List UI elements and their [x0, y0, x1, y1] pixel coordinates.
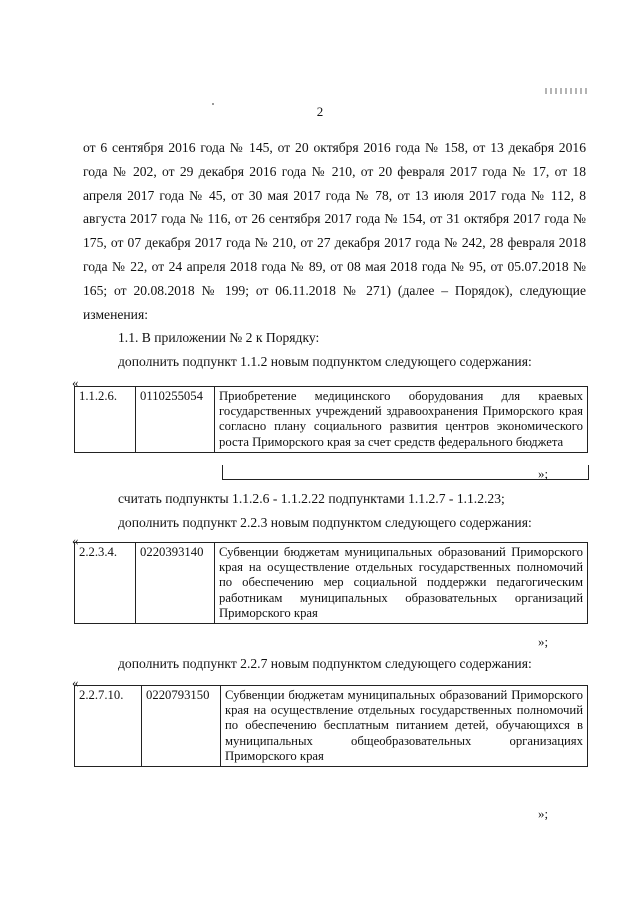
budget-code: 0110255054	[136, 387, 215, 453]
page-number: 2	[316, 104, 324, 119]
amendment-table	[74, 685, 588, 767]
amendment-instruction: дополнить подпункт 2.2.7 новым подпунктом следующего содержания:	[118, 656, 532, 671]
table-row	[75, 686, 588, 767]
renumber-note: считать подпункты 1.1.2.6 - 1.1.2.22 подпунктами 1.1.2.7 - 1.1.2.23;	[118, 491, 505, 506]
subitem-code: 1.1.2.6.	[75, 387, 136, 453]
open-quote: «	[72, 675, 79, 690]
amendment-table	[74, 542, 588, 624]
amendment-instruction: дополнить подпункт 2.2.3 новым подпунктом следующего содержания:	[118, 515, 532, 530]
subitem-description: Приобретение медицинского оборудования для краевых государственных учреждений здравоохранения Приморского края согласно плану социального развития центров экономического роста Приморского края за счет средств федерального бюджета	[215, 387, 588, 453]
close-quote: »;	[538, 634, 549, 649]
close-quote: »;	[538, 466, 549, 481]
subitem-code: 2.2.3.4.	[75, 543, 136, 624]
subitem-description: Субвенции бюджетам муниципальных образований Приморского края на осуществление отдельных государственных полномочий по обеспечению бесплатным питанием детей, обучающихся в муниципальных общеобразовательных организациях Приморского края	[221, 686, 588, 767]
subitem-description: Субвенции бюджетам муниципальных образований Приморского края на осуществление отдельных государственных полномочий по обеспечению мер социальной поддержки педагогическим работникам муниципальных образовательных организаций Приморского края	[215, 543, 588, 624]
amendment-history-paragraph: от 6 сентября 2016 года № 145, от 20 октября 2016 года № 158, от 13 декабря 2016 года № 202, от 29 декабря 2016 года № 210, от 20 февраля 2017 года № 17, от 18 апреля 2017 года № 45, от 30 мая 2017 года № 78, от 13 июля 2017 года № 112, 8 августа 2017 года № 116, от 26 сентября 2017 года № 154, от 31 октября 2017 года № 175, от 07 декабря 2017 года № 210, от 27 декабря 2017 года № 242, 28 февраля 2018 года № 22, от 24 апреля 2018 года № 89, от 08 мая 2018 года № 95, от 05.07.2018 № 165; от 20.08.2018 № 199; от 06.11.2018 № 271) (далее – Порядок), следующие изменения:	[83, 140, 586, 322]
subitem-code: 2.2.7.10.	[75, 686, 142, 767]
budget-code: 0220393140	[136, 543, 215, 624]
table-row	[75, 543, 588, 624]
table-row-tail	[222, 465, 589, 480]
amendment-table	[74, 386, 588, 453]
budget-code: 0220793150	[142, 686, 221, 767]
scan-artifact	[545, 88, 587, 94]
open-quote: «	[72, 375, 79, 390]
open-quote: «	[72, 533, 79, 548]
section-heading: 1.1. В приложении № 2 к Порядку:	[118, 330, 320, 345]
amendment-instruction: дополнить подпункт 1.1.2 новым подпунктом следующего содержания:	[118, 354, 532, 369]
close-quote: »;	[538, 806, 549, 821]
table-row	[75, 387, 588, 453]
